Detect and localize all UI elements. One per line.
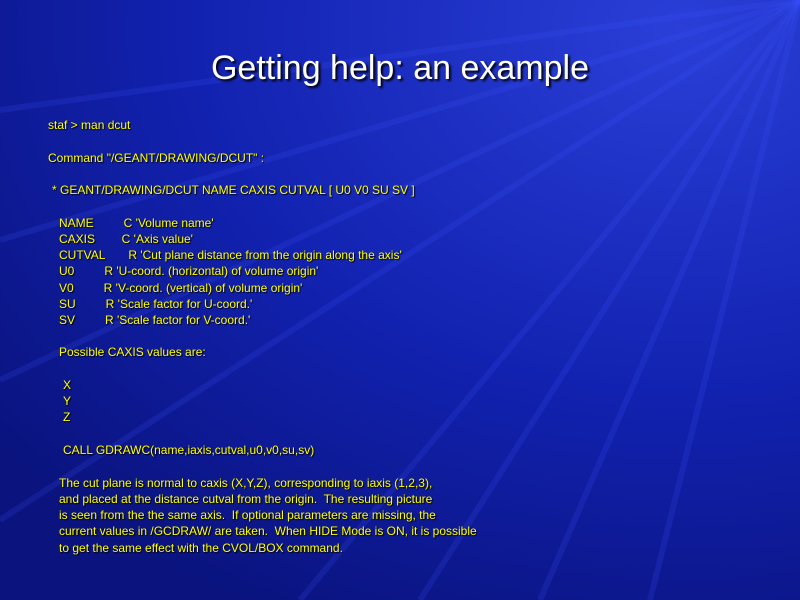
param-v0: V0 R 'V-coord. (vertical) of volume origin' [59, 281, 303, 295]
description-line: current values in /GCDRAW/ are taken. When HIDE Mode is ON, it is possible [59, 524, 477, 538]
description-line: The cut plane is normal to caxis (X,Y,Z), corresponding to iaxis (1,2,3), [59, 476, 433, 490]
param-u0: U0 R 'U-coord. (horizontal) of volume origin' [59, 264, 319, 278]
caxis-values-heading: Possible CAXIS values are: [59, 345, 206, 359]
description-line: is seen from the the same axis. If optional parameters are missing, the [59, 508, 436, 522]
param-su: SU R 'Scale factor for U-coord.' [59, 297, 253, 311]
call-signature-line: CALL GDRAWC(name,iaxis,cutval,u0,v0,su,sv) [63, 443, 315, 457]
description-line: and placed at the distance cutval from the origin. The resulting picture [59, 492, 433, 506]
description-line: to get the same effect with the CVOL/BOX command. [59, 541, 343, 555]
command-syntax-line: * GEANT/DRAWING/DCUT NAME CAXIS CUTVAL [ U0 V0 SU SV ] [52, 183, 415, 197]
caxis-value-y: Y [63, 394, 72, 408]
slide-title: Getting help: an example [210, 49, 590, 87]
param-name: NAME C 'Volume name' [59, 216, 214, 230]
param-cutval: CUTVAL R 'Cut plane distance from the origin along the axis' [59, 248, 402, 262]
param-sv: SV R 'Scale factor for V-coord.' [59, 313, 251, 327]
caxis-value-z: Z [63, 410, 71, 424]
param-caxis: CAXIS C 'Axis value' [59, 232, 193, 246]
command-header-line: Command "/GEANT/DRAWING/DCUT" : [48, 151, 265, 165]
command-prompt-line: staf > man dcut [48, 118, 131, 132]
caxis-value-x: X [63, 378, 72, 392]
